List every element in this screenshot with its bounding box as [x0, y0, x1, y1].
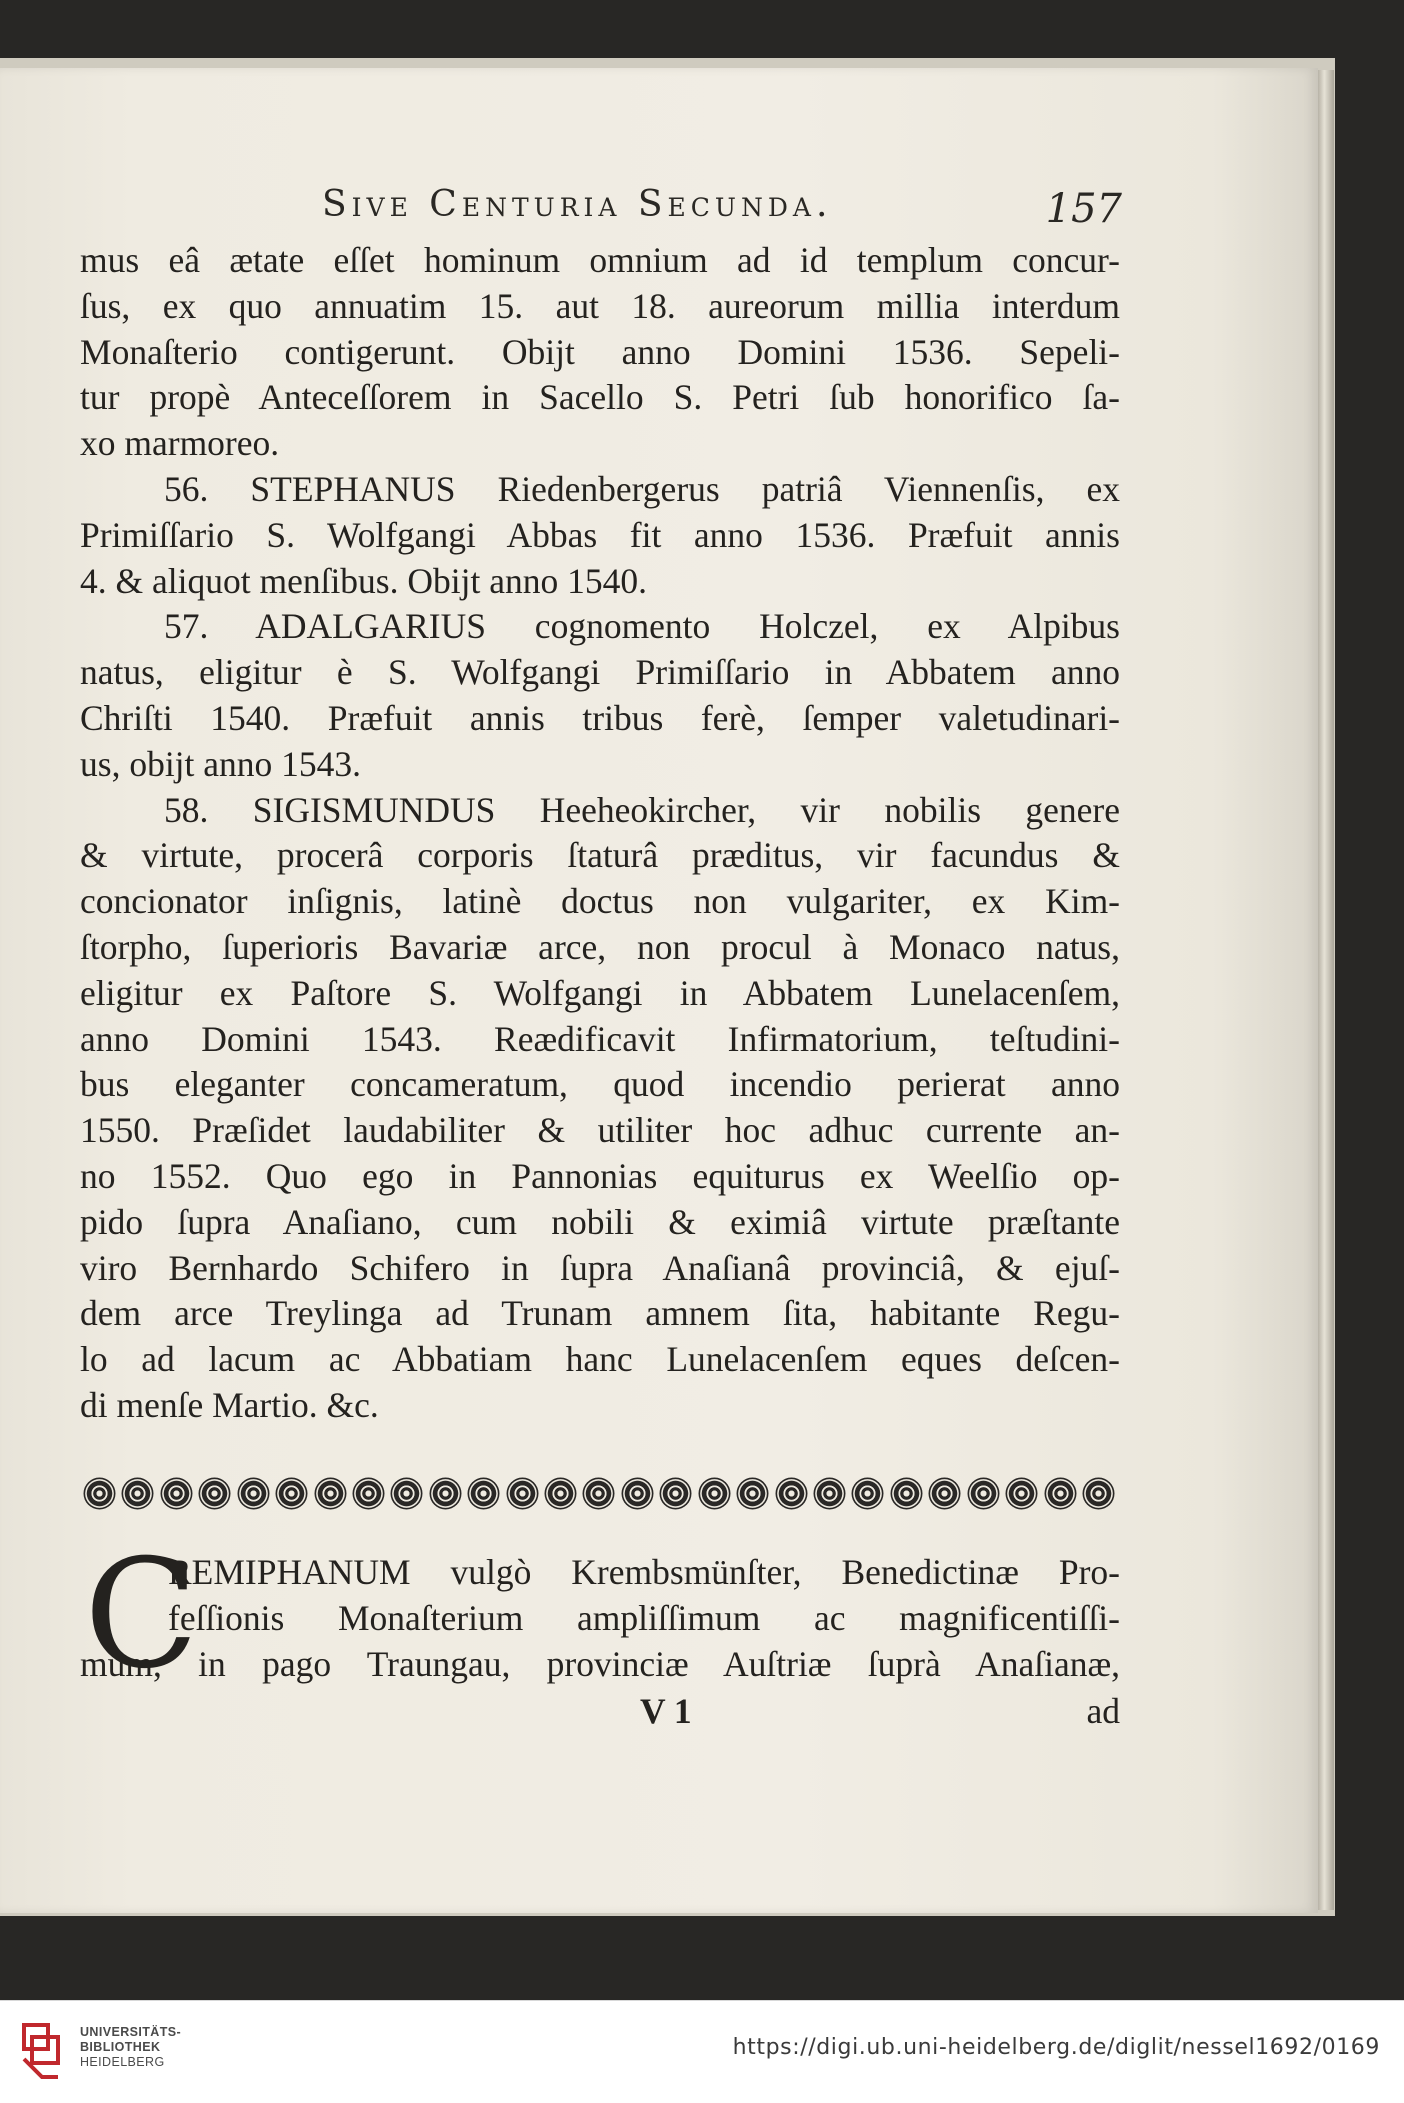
text-line: anno Domini 1543. Reædificavit Infirmatorium, teſtudini- [80, 1018, 1120, 1059]
ornament-rosette [855, 1480, 880, 1505]
text-line: & virtute, procerâ corporis ſtaturâ præditus, vir facundus & [80, 835, 1120, 876]
ornament-rosette [125, 1480, 150, 1505]
ornament-rosette [433, 1480, 458, 1505]
text-line: 57. ADALGARIUS cognomento Holczel, ex Alpibus [164, 606, 1120, 647]
signature-mark: V 1 [640, 1691, 692, 1731]
ornament-rosette [1086, 1480, 1111, 1505]
ornament-rosette [1009, 1480, 1034, 1505]
ornament-rosette [548, 1480, 573, 1505]
signature-line [80, 1690, 1120, 1736]
library-logo-text [80, 2025, 181, 2070]
ornament-rosette [894, 1480, 919, 1505]
text-line: no 1552. Quo ego in Pannonias equiturus ex Weelſio op- [80, 1155, 1120, 1196]
text-line: Monaſterio contigerunt. Obijt anno Domini 1536. Sepeli- [80, 331, 1120, 372]
text-line: eligitur ex Paſtore S. Wolfgangi in Abbatem Lunelacenſem, [80, 972, 1120, 1013]
ornament-rosette [586, 1480, 611, 1505]
text-line: natus, eligitur è S. Wolfgangi Primiſſario in Abbatem anno [80, 652, 1120, 693]
text-line: tur propè Anteceſſorem in Sacello S. Petri ſub honorifico ſa- [80, 377, 1120, 418]
ornament-rosette [202, 1480, 227, 1505]
text-line: us, obijt anno 1543. [80, 743, 362, 784]
ornament-rosette [509, 1480, 534, 1505]
text-line: Primiſſario S. Wolfgangi Abbas fit anno 1536. Præfuit annis [80, 514, 1120, 555]
ornament-rosette [471, 1480, 496, 1505]
ornament-rosette [778, 1480, 803, 1505]
ornament-rosette [317, 1480, 342, 1505]
text-line: concionator inſignis, latinè doctus non vulgariter, ex Kim- [80, 881, 1120, 922]
viewer-footer [0, 2000, 1404, 2103]
page-number: 157 [1045, 186, 1122, 232]
new-section [80, 1528, 1120, 1702]
ornament-rosette [279, 1480, 304, 1505]
drop-cap: C [84, 1528, 199, 1702]
ornament-rosette [817, 1480, 842, 1505]
text-line: xo marmoreo. [80, 423, 280, 464]
catchword: ad [1086, 1691, 1120, 1731]
ornament-rosette [394, 1480, 419, 1505]
logo-line: UNIVERSITÄTS- [80, 2025, 182, 2039]
text-line: pido ſupra Anaſiano, cum nobili & eximiâ virtute præſtante [80, 1201, 1120, 1242]
logo-line: HEIDELBERG [80, 2055, 165, 2069]
text-line: Chriſti 1540. Præfuit annis tribus ferè, ſemper valetudinari- [80, 697, 1120, 738]
text-line: viro Bernhardo Schifero in ſupra Anaſianâ provinciâ, & ejuſ- [80, 1247, 1120, 1288]
running-title: Sive Centuria Secunda. [322, 184, 833, 225]
text-line: ſus, ex quo annuatim 15. aut 18. aureorum millia interdum [80, 285, 1120, 326]
text-line: dem arce Treylinga ad Trunam amnem ſita, habitante Regu- [80, 1293, 1120, 1334]
ornament-rosette [740, 1480, 765, 1505]
text-line: 1550. Præſidet laudabiliter & utiliter hoc adhuc currente an- [80, 1110, 1120, 1151]
ornament-rosette [240, 1480, 265, 1505]
text-line: 56. STEPHANUS Riedenbergerus patriâ Viennenſis, ex [164, 468, 1120, 509]
ornament-rosette [970, 1480, 995, 1505]
page-edge-right [1318, 70, 1334, 1910]
permalink-url[interactable]: https://digi.ub.uni-heidelberg.de/diglit/nessel1692/0169 [732, 2035, 1380, 2060]
ornament-rosette [932, 1480, 957, 1505]
running-head [322, 182, 1122, 232]
ornament-rosette [1047, 1480, 1072, 1505]
body-text [80, 238, 1120, 1429]
text-line: di menſe Martio. &c. [80, 1384, 379, 1425]
text-line: mum, in pago Traungau, provinciæ Auſtriæ ſuprà Anaſianæ, [80, 1643, 1120, 1684]
ornament-rosette [625, 1480, 650, 1505]
ornament-rosette [356, 1480, 381, 1505]
text-line: mus eâ ætate eſſet hominum omnium ad id templum concur- [80, 240, 1120, 280]
text-line: 4. & aliquot menſibus. Obijt anno 1540. [80, 560, 647, 601]
logo-line: BIBLIOTHEK [80, 2040, 161, 2054]
text-line: ſtorpho, ſuperioris Bavariæ arce, non procul à Monaco natus, [80, 926, 1120, 967]
text-line: REMIPHANUM vulgò Krembsmünſter, Benedictinæ Pro- [168, 1552, 1120, 1592]
text-line: 58. SIGISMUNDUS Heeheokircher, vir nobilis genere [164, 789, 1120, 830]
ornament-rosette [87, 1480, 112, 1505]
ornament-rosette [663, 1480, 688, 1505]
text-line: lo ad lacum ac Abbatiam hanc Lunelacenſem eques deſcen- [80, 1339, 1120, 1380]
ornament-rosette [164, 1480, 189, 1505]
text-line: bus eleganter concameratum, quod incendio perierat anno [80, 1064, 1120, 1105]
ornament-rosette [702, 1480, 727, 1505]
text-line: feſſionis Monaſterium ampliſſimum ac magnificentiſſi- [168, 1597, 1120, 1638]
ornament-divider [84, 1472, 1114, 1514]
library-logo-icon [18, 2019, 64, 2085]
